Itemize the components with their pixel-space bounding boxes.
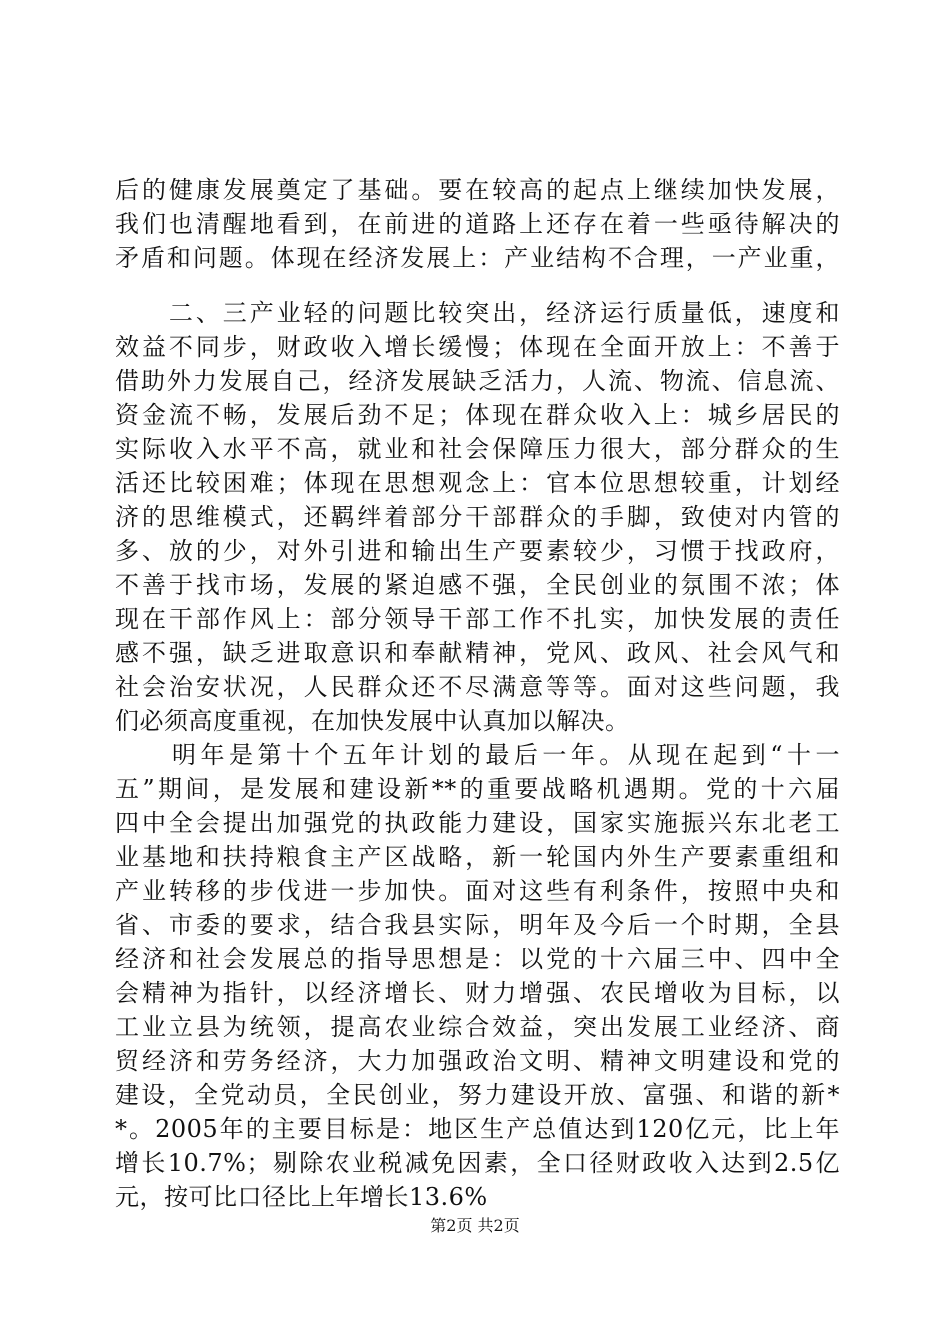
text-line: 省、市委的要求，结合我县实际，明年及今后一个时期，全县 xyxy=(115,911,840,939)
text-line: 明年是第十个五年计划的最后一年。从现在起到“十一 xyxy=(115,741,840,769)
page-footer: 第2页 共2页 xyxy=(430,1216,520,1235)
text-line: 矛盾和问题。体现在经济发展上：产业结构不合理，一产业重， xyxy=(115,244,840,272)
text-line: 产业转移的步伐进一步加快。面对这些有利条件，按照中央和 xyxy=(115,877,840,905)
text-line: 不善于找市场，发展的紧迫感不强，全民创业的氛围不浓；体 xyxy=(115,571,840,599)
text-line: 济的思维模式，还羁绊着部分干部群众的手脚，致使对内管的 xyxy=(115,503,840,531)
text-line: 经济和社会发展总的指导思想是：以党的十六届三中、四中全 xyxy=(115,945,840,973)
text-line: 社会治安状况，人民群众还不尽满意等等。面对这些问题，我 xyxy=(115,673,840,701)
text-line: *。2005年的主要目标是：地区生产总值达到120亿元，比上年 xyxy=(115,1115,840,1143)
text-line: 贸经济和劳务经济，大力加强政治文明、精神文明建设和党的 xyxy=(115,1047,840,1075)
text-line: 效益不同步，财政收入增长缓慢；体现在全面开放上：不善于 xyxy=(115,333,840,361)
text-line: 活还比较困难；体现在思想观念上：官本位思想较重，计划经 xyxy=(115,469,840,497)
text-line: 借助外力发展自己，经济发展缺乏活力，人流、物流、信息流、 xyxy=(115,367,840,395)
text-line: 实际收入水平不高，就业和社会保障压力很大，部分群众的生 xyxy=(115,435,840,463)
text-line: 们必须高度重视，在加快发展中认真加以解决。 xyxy=(115,707,630,735)
text-line: 资金流不畅，发展后劲不足；体现在群众收入上：城乡居民的 xyxy=(115,401,840,429)
text-line: 增长10.7%；剔除农业税减免因素，全口径财政收入达到2.5亿 xyxy=(115,1149,840,1177)
text-line: 感不强，缺乏进取意识和奉献精神，党风、政风、社会风气和 xyxy=(115,639,840,667)
text-line: 我们也清醒地看到，在前进的道路上还存在着一些亟待解决的 xyxy=(115,210,840,238)
text-line: 业基地和扶持粮食主产区战略，新一轮国内外生产要素重组和 xyxy=(115,843,840,871)
text-line: 二、三产业轻的问题比较突出，经济运行质量低，速度和 xyxy=(115,299,840,327)
text-line: 四中全会提出加强党的执政能力建设，国家实施振兴东北老工 xyxy=(115,809,840,837)
text-line: 后的健康发展奠定了基础。要在较高的起点上继续加快发展， xyxy=(115,176,840,204)
text-line: 建设，全党动员，全民创业，努力建设开放、富强、和谐的新* xyxy=(115,1081,840,1109)
text-line: 五”期间，是发展和建设新**的重要战略机遇期。党的十六届 xyxy=(115,775,840,803)
text-line: 会精神为指针，以经济增长、财力增强、农民增收为目标，以 xyxy=(115,979,840,1007)
text-line: 多、放的少，对外引进和输出生产要素较少，习惯于找政府， xyxy=(115,537,840,565)
text-line: 元，按可比口径比上年增长13.6% xyxy=(115,1183,488,1211)
text-line: 工业立县为统领，提高农业综合效益，突出发展工业经济、商 xyxy=(115,1013,840,1041)
text-line: 现在干部作风上：部分领导干部工作不扎实，加快发展的责任 xyxy=(115,605,840,633)
